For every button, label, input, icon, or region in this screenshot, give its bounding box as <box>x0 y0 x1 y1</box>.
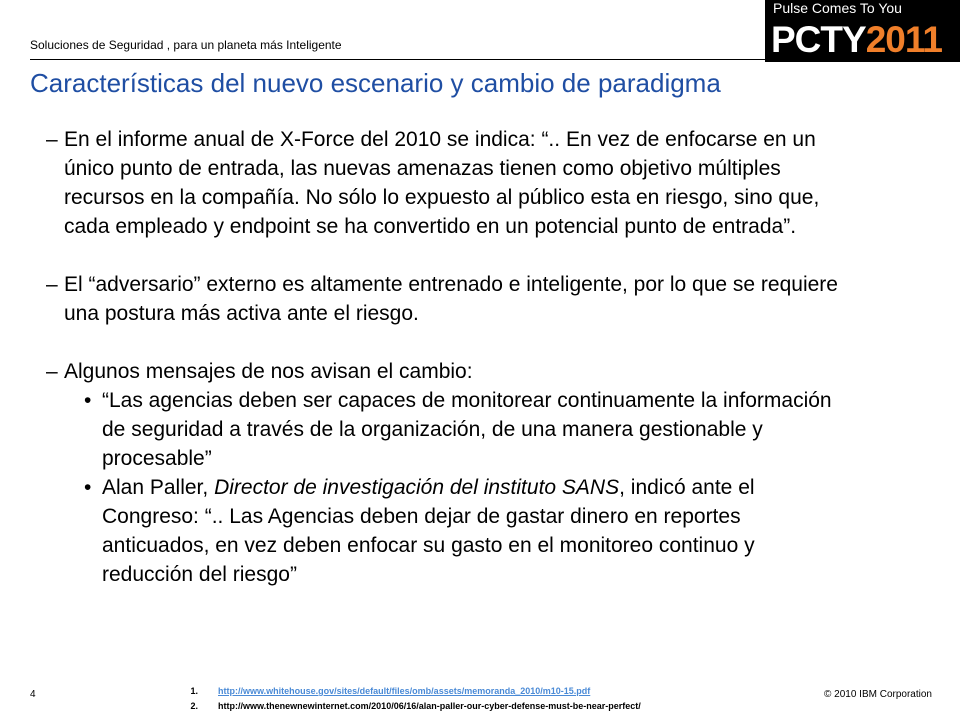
text-line: Algunos mensajes de nos avisan el cambio: <box>64 360 473 383</box>
header-tagline: Soluciones de Seguridad , para un planeta más Inteligente <box>30 38 342 52</box>
bullet-item-mensajes <box>40 357 945 386</box>
reference-item <box>170 684 641 699</box>
logo-year-text: 2011 <box>865 19 942 60</box>
page-number: 4 <box>30 689 36 700</box>
logo-tagline: Pulse Comes To You <box>773 0 902 16</box>
reference-number: 2. <box>190 701 198 711</box>
text-line: recursos en la compañía. No sólo lo expuesto al público esta en riesgo, sino que, <box>64 186 820 209</box>
bullet-marker: • <box>84 389 92 412</box>
text-line <box>102 473 945 502</box>
text-line: Congreso: “.. Las Agencias deben dejar de gastar dinero en reportes <box>102 505 741 528</box>
text-line: procesable” <box>102 447 212 470</box>
logo-wordmark <box>771 20 942 60</box>
reference-number: 1. <box>190 686 198 696</box>
dash-marker: – <box>46 360 58 383</box>
bullet-item-xforce <box>40 125 945 241</box>
text-line: anticuados, en vez deben enfocar su gasto en el monitoreo continuo y <box>102 534 755 557</box>
text-line: “Las agencias deben ser capaces de monitorear continuamente la información <box>102 389 832 412</box>
bullet-marker: • <box>84 476 92 499</box>
slide-title: Características del nuevo escenario y cambio de paradigma <box>30 68 721 98</box>
sub-bullet-agencias <box>40 386 945 473</box>
text-segment: Alan Paller, <box>102 476 215 499</box>
dash-marker: – <box>46 128 58 151</box>
reference-link[interactable]: http://www.whitehouse.gov/sites/default/files/omb/assets/memoranda_2010/m10-15.pdf <box>218 686 591 696</box>
logo-pcty-text: PCTY <box>771 19 866 60</box>
text-segment: , indicó ante el <box>619 476 755 499</box>
sub-bullet-paller <box>40 473 945 589</box>
text-line: reducción del riesgo” <box>102 563 297 586</box>
text-line: En el informe anual de X-Force del 2010 se indica: “.. En vez de enfocarse en un <box>64 128 816 151</box>
italic-role: Director de investigación del instituto SANS <box>214 476 620 499</box>
reference-url: http://www.thenewnewinternet.com/2010/06/16/alan-paller-our-cyber-defense-must-be-near-perfect/ <box>218 701 641 711</box>
reference-item <box>170 699 641 714</box>
text-line: de seguridad a través de la organización, de una manera gestionable y <box>102 418 763 441</box>
dash-marker: – <box>46 273 58 296</box>
header-divider <box>30 59 765 60</box>
text-line: único punto de entrada, las nuevas amenazas tienen como objetivo múltiples <box>64 157 781 180</box>
text-line: una postura más activa ante el riesgo. <box>64 302 419 325</box>
bullet-item-adversario <box>40 270 945 328</box>
slide-body <box>40 125 945 589</box>
text-line: El “adversario” externo es altamente entrenado e inteligente, por lo que se requiere <box>64 273 838 296</box>
text-line: cada empleado y endpoint se ha convertido en un potencial punto de entrada”. <box>64 215 797 238</box>
copyright: © 2010 IBM Corporation <box>824 689 932 700</box>
references <box>170 684 641 714</box>
pcty-logo <box>765 0 960 62</box>
